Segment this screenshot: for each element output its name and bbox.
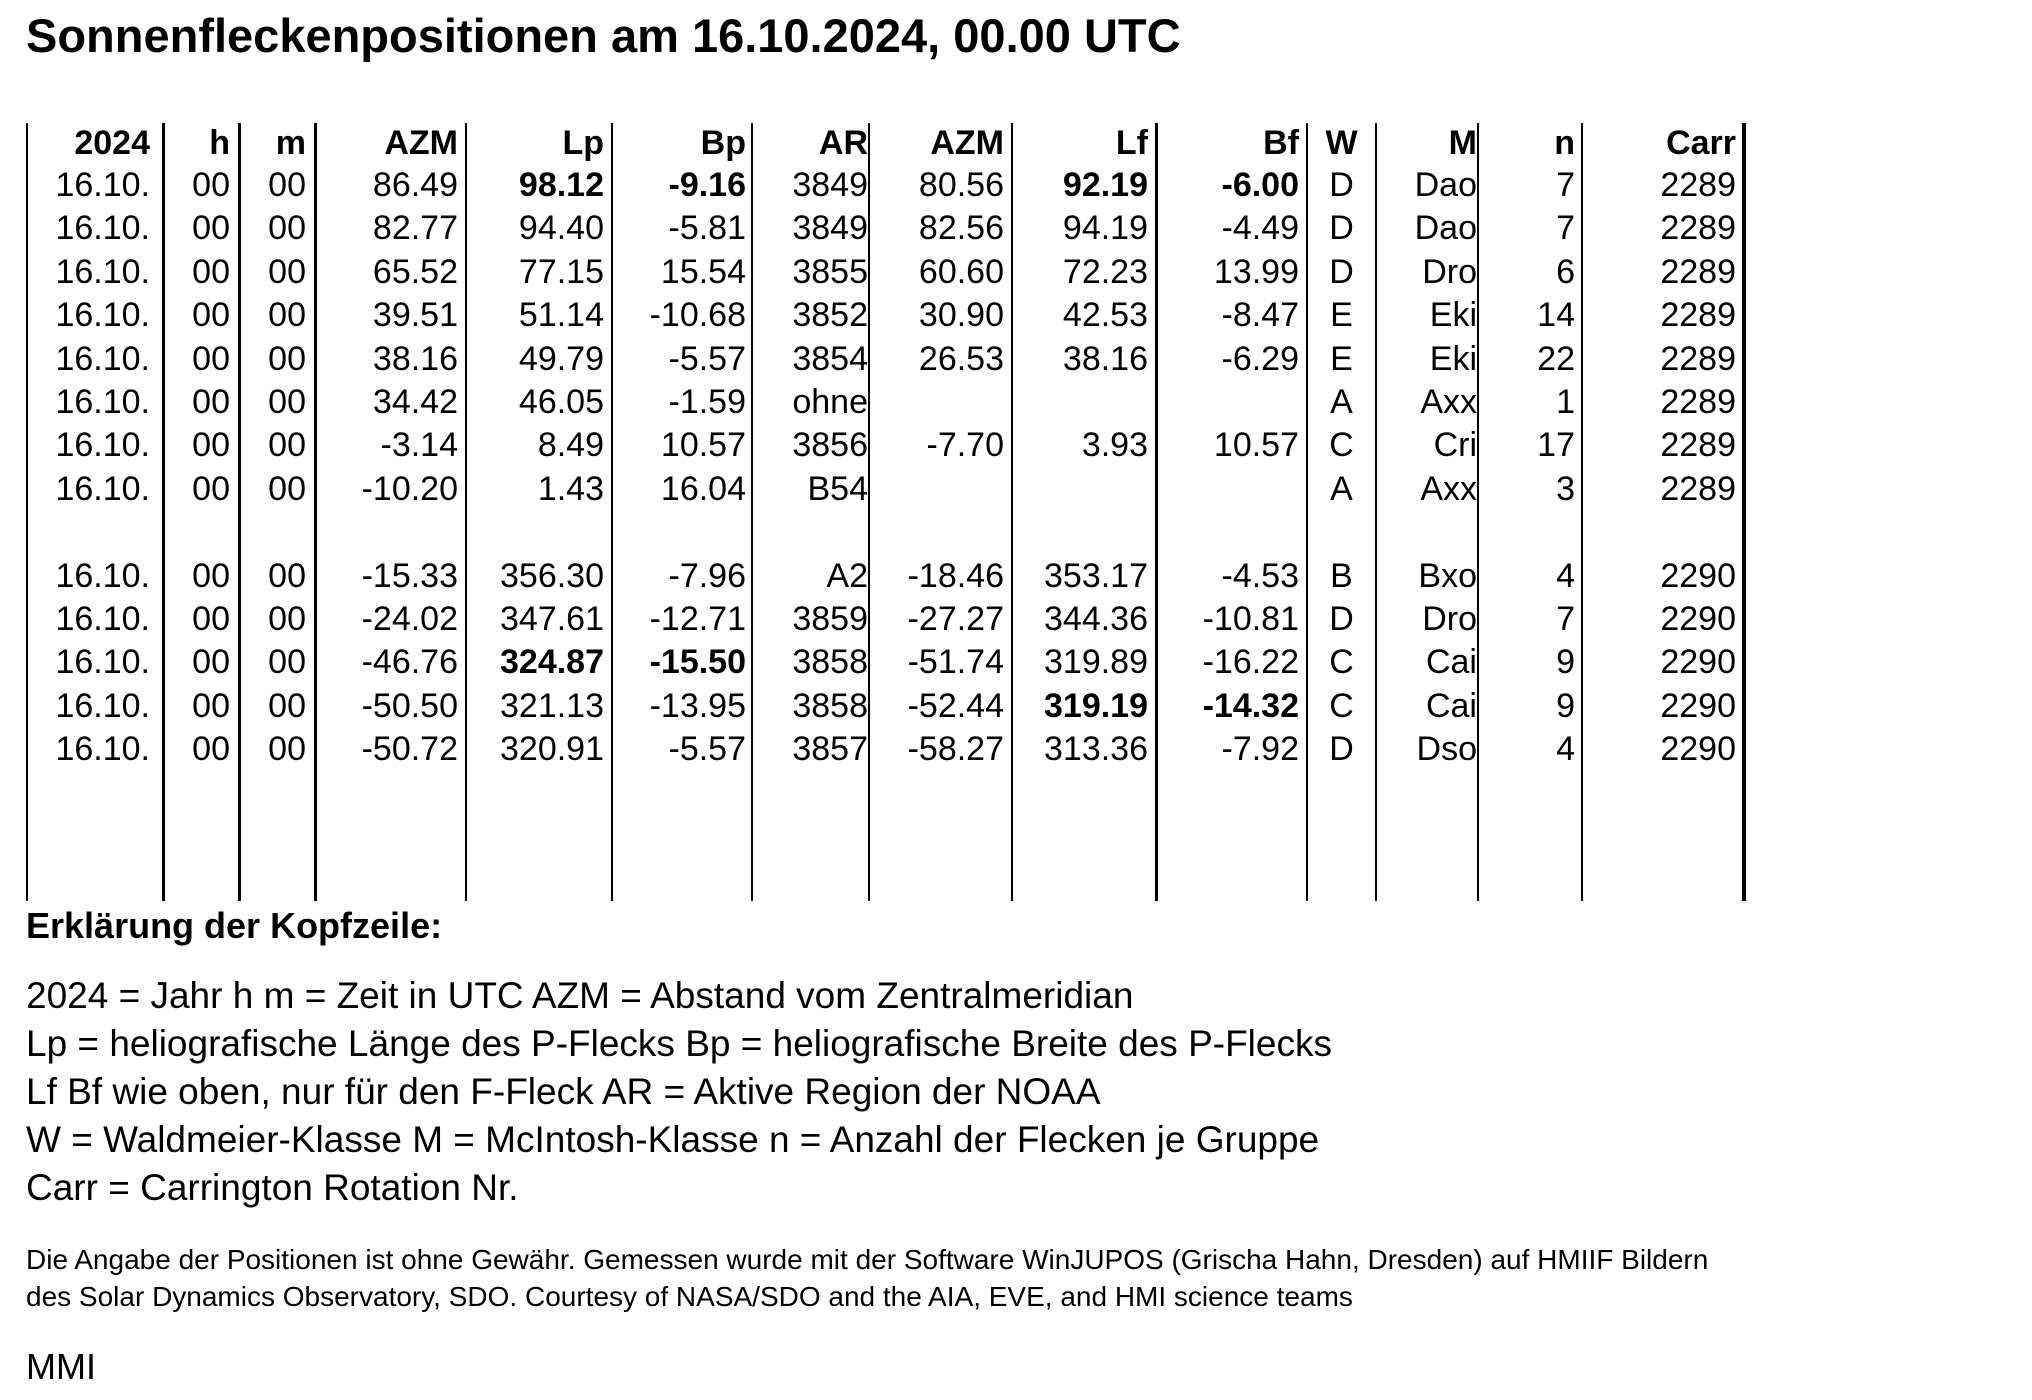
cell-waldmeier: D [1329, 730, 1354, 768]
header-waldmeier: W [1325, 124, 1358, 162]
cell-count: 4 [1556, 557, 1575, 595]
cell-minute: 00 [268, 730, 306, 768]
table-row [26, 208, 1746, 248]
cell-date: 16.10. [55, 166, 150, 204]
cell-lf: 94.19 [1062, 209, 1148, 247]
cell-ar: 3849 [792, 166, 868, 204]
cell-mcintosh: Cri [1433, 426, 1477, 464]
sunspot-table [26, 123, 1746, 901]
cell-bp: 15.54 [660, 253, 746, 291]
cell-count: 9 [1556, 687, 1575, 725]
cell-minute: 00 [268, 383, 306, 421]
cell-minute: 00 [268, 687, 306, 725]
cell-lf: 3.93 [1081, 426, 1148, 464]
cell-lp: 347.61 [500, 600, 604, 638]
table-row [26, 339, 1746, 379]
cell-count: 3 [1556, 470, 1575, 508]
cell-bf [1158, 469, 1299, 509]
cell-carrington: 2289 [1660, 253, 1736, 291]
cell-count: 22 [1537, 340, 1575, 378]
cell-carrington: 2290 [1660, 643, 1736, 681]
cell-carrington: 2290 [1660, 687, 1736, 725]
cell-azm-p: -3.14 [380, 426, 458, 464]
cell-mcintosh: Dao [1414, 209, 1477, 247]
disclaimer-line: Die Angabe der Positionen ist ohne Gewähr. Gemessen wurde mit der Software WinJUPOS (Grischa Hahn, Dresden) auf HMIIF Bildern [26, 1244, 1709, 1275]
cell-hour: 00 [192, 340, 230, 378]
cell-lp: 324.87 [500, 643, 604, 681]
cell-azm-f: 82.56 [918, 209, 1004, 247]
table-row [26, 729, 1746, 769]
cell-carrington: 2289 [1660, 209, 1736, 247]
legend-line: Lf Bf wie oben, nur für den F-Fleck AR = Aktive Region der NOAA [26, 1071, 1101, 1112]
cell-mcintosh: Axx [1420, 383, 1477, 421]
cell-count: 9 [1556, 643, 1575, 681]
cell-mcintosh: Cai [1425, 643, 1477, 681]
cell-minute: 00 [268, 643, 306, 681]
cell-azm-f: -58.27 [907, 730, 1004, 768]
cell-bf: -7.92 [1221, 730, 1299, 768]
cell-bf: -16.22 [1202, 643, 1299, 681]
cell-bf: -4.53 [1221, 557, 1299, 595]
cell-azm-f: 80.56 [918, 166, 1004, 204]
cell-bf: 10.57 [1213, 426, 1299, 464]
cell-lf [1013, 382, 1148, 422]
cell-count: 7 [1556, 600, 1575, 638]
cell-azm-p: 39.51 [372, 296, 458, 334]
header-mcintosh: M [1448, 124, 1477, 162]
cell-bf: -14.32 [1202, 687, 1299, 725]
table-row [26, 469, 1746, 509]
cell-azm-p: -15.33 [361, 557, 458, 595]
cell-lp: 49.79 [518, 340, 604, 378]
cell-date: 16.10. [55, 643, 150, 681]
header-carrington: Carr [1666, 124, 1736, 162]
cell-ar: 3855 [792, 253, 868, 291]
cell-azm-f [870, 382, 1004, 422]
cell-bf: -6.00 [1221, 166, 1299, 204]
signature: MMI [26, 1346, 96, 1387]
cell-carrington: 2289 [1660, 340, 1736, 378]
cell-ar: B54 [807, 470, 868, 508]
cell-lp: 98.12 [518, 166, 604, 204]
table-row [26, 425, 1746, 465]
cell-mcintosh: Dso [1416, 730, 1477, 768]
cell-azm-f: 26.53 [918, 340, 1004, 378]
cell-azm-p: 34.42 [372, 383, 458, 421]
cell-ar: 3859 [792, 600, 868, 638]
cell-minute: 00 [268, 600, 306, 638]
cell-ar: A2 [826, 557, 868, 595]
legend-line: 2024 = Jahr h m = Zeit in UTC AZM = Abstand vom Zentralmeridian [26, 975, 1134, 1016]
cell-bp: -13.95 [649, 687, 746, 725]
cell-hour: 00 [192, 557, 230, 595]
cell-azm-p: 65.52 [372, 253, 458, 291]
cell-date: 16.10. [55, 296, 150, 334]
cell-hour: 00 [192, 209, 230, 247]
header-date: 2024 [74, 124, 150, 162]
cell-waldmeier: D [1329, 600, 1354, 638]
cell-azm-f: -27.27 [907, 600, 1004, 638]
cell-count: 6 [1556, 253, 1575, 291]
cell-ar: 3854 [792, 340, 868, 378]
table-row [26, 252, 1746, 292]
header-azm-p: AZM [384, 124, 458, 162]
cell-bf: -8.47 [1221, 296, 1299, 334]
cell-waldmeier: C [1329, 643, 1354, 681]
cell-azm-f: 30.90 [918, 296, 1004, 334]
cell-lf: 72.23 [1062, 253, 1148, 291]
cell-mcintosh: Bxo [1418, 557, 1477, 595]
table-row [26, 642, 1746, 682]
cell-bp: -5.81 [668, 209, 746, 247]
cell-mcintosh: Dro [1422, 600, 1477, 638]
legend-line: Lp = heliografische Länge des P-Flecks Bp = heliografische Breite des P-Flecks [26, 1023, 1332, 1064]
header-bp: Bp [700, 124, 746, 162]
table-row [26, 556, 1746, 596]
cell-hour: 00 [192, 253, 230, 291]
cell-ar: 3858 [792, 643, 868, 681]
cell-minute: 00 [268, 557, 306, 595]
cell-date: 16.10. [55, 253, 150, 291]
cell-azm-f: 60.60 [918, 253, 1004, 291]
cell-lp: 94.40 [518, 209, 604, 247]
header-minute: m [275, 124, 306, 162]
cell-bp: -5.57 [668, 730, 746, 768]
cell-lf: 313.36 [1044, 730, 1148, 768]
cell-hour: 00 [192, 296, 230, 334]
cell-date: 16.10. [55, 687, 150, 725]
cell-hour: 00 [192, 643, 230, 681]
cell-azm-p: -10.20 [361, 470, 458, 508]
cell-azm-f: -7.70 [926, 426, 1004, 464]
cell-azm-p: 86.49 [372, 166, 458, 204]
cell-date: 16.10. [55, 730, 150, 768]
cell-mcintosh: Eki [1429, 296, 1477, 334]
cell-lf: 344.36 [1044, 600, 1148, 638]
cell-azm-p: -24.02 [361, 600, 458, 638]
cell-bp: 16.04 [660, 470, 746, 508]
cell-lp: 320.91 [500, 730, 604, 768]
cell-lf: 353.17 [1044, 557, 1148, 595]
cell-azm-f [870, 469, 1004, 509]
cell-date: 16.10. [55, 383, 150, 421]
table-row [26, 295, 1746, 335]
cell-count: 1 [1556, 383, 1575, 421]
cell-lf: 319.19 [1044, 687, 1148, 725]
cell-waldmeier: C [1329, 687, 1354, 725]
cell-bp: -12.71 [649, 600, 746, 638]
cell-hour: 00 [192, 687, 230, 725]
table-row [26, 686, 1746, 726]
cell-mcintosh: Dao [1414, 166, 1477, 204]
cell-minute: 00 [268, 296, 306, 334]
cell-bf: -10.81 [1202, 600, 1299, 638]
header-lp: Lp [562, 124, 604, 162]
cell-azm-p: -46.76 [361, 643, 458, 681]
cell-lp: 46.05 [518, 383, 604, 421]
header-ar: AR [818, 124, 868, 162]
page-title: Sonnenfleckenpositionen am 16.10.2024, 00.00 UTC [26, 9, 1181, 62]
cell-waldmeier: D [1329, 166, 1354, 204]
cell-waldmeier: D [1329, 253, 1354, 291]
table-row [26, 382, 1746, 422]
cell-azm-f: -18.46 [907, 557, 1004, 595]
cell-azm-f: -52.44 [907, 687, 1004, 725]
cell-carrington: 2290 [1660, 730, 1736, 768]
cell-bp: 10.57 [660, 426, 746, 464]
cell-carrington: 2290 [1660, 600, 1736, 638]
cell-bp: -15.50 [649, 643, 746, 681]
cell-waldmeier: D [1329, 209, 1354, 247]
cell-carrington: 2289 [1660, 166, 1736, 204]
cell-count: 4 [1556, 730, 1575, 768]
cell-bp: -10.68 [649, 296, 746, 334]
cell-waldmeier: B [1330, 557, 1353, 595]
cell-ar: 3858 [792, 687, 868, 725]
cell-mcintosh: Dro [1422, 253, 1477, 291]
cell-minute: 00 [268, 166, 306, 204]
cell-carrington: 2289 [1660, 470, 1736, 508]
header-bf: Bf [1263, 124, 1299, 162]
cell-hour: 00 [192, 166, 230, 204]
cell-waldmeier: A [1330, 470, 1353, 508]
cell-ar: 3856 [792, 426, 868, 464]
table-header-row [26, 123, 1746, 163]
cell-carrington: 2290 [1660, 557, 1736, 595]
cell-minute: 00 [268, 426, 306, 464]
cell-bp: -5.57 [668, 340, 746, 378]
cell-azm-f: -51.74 [907, 643, 1004, 681]
header-lf: Lf [1115, 124, 1148, 162]
cell-waldmeier: E [1330, 340, 1353, 378]
cell-ar: 3852 [792, 296, 868, 334]
cell-lp: 77.15 [518, 253, 604, 291]
cell-hour: 00 [192, 426, 230, 464]
cell-minute: 00 [268, 470, 306, 508]
cell-lf: 38.16 [1062, 340, 1148, 378]
legend-line: Carr = Carrington Rotation Nr. [26, 1167, 519, 1208]
cell-mcintosh: Axx [1420, 470, 1477, 508]
cell-azm-p: -50.50 [361, 687, 458, 725]
table-row [26, 599, 1746, 639]
cell-ar: 3849 [792, 209, 868, 247]
cell-lf: 319.89 [1044, 643, 1148, 681]
cell-carrington: 2289 [1660, 426, 1736, 464]
cell-waldmeier: C [1329, 426, 1354, 464]
cell-hour: 00 [192, 470, 230, 508]
cell-bp: -1.59 [668, 383, 746, 421]
legend-line: W = Waldmeier-Klasse M = McIntosh-Klasse n = Anzahl der Flecken je Gruppe [26, 1119, 1320, 1160]
cell-minute: 00 [268, 340, 306, 378]
table-row [26, 165, 1746, 205]
cell-count: 14 [1537, 296, 1575, 334]
cell-lf: 42.53 [1062, 296, 1148, 334]
cell-azm-p: 38.16 [372, 340, 458, 378]
cell-count: 7 [1556, 209, 1575, 247]
cell-azm-p: -50.72 [361, 730, 458, 768]
disclaimer-line: des Solar Dynamics Observatory, SDO. Courtesy of NASA/SDO and the AIA, EVE, and HMI science teams [26, 1281, 1353, 1312]
header-azm-f: AZM [930, 124, 1004, 162]
header-count: n [1554, 124, 1575, 162]
cell-ar: ohne [792, 383, 868, 421]
cell-lf [1013, 469, 1148, 509]
cell-bf: -6.29 [1221, 340, 1299, 378]
cell-bf: 13.99 [1213, 253, 1299, 291]
cell-bp: -9.16 [668, 166, 746, 204]
cell-mcintosh: Cai [1425, 687, 1477, 725]
cell-mcintosh: Eki [1429, 340, 1477, 378]
cell-bf: -4.49 [1221, 209, 1299, 247]
cell-azm-p: 82.77 [372, 209, 458, 247]
cell-count: 17 [1537, 426, 1575, 464]
cell-date: 16.10. [55, 557, 150, 595]
cell-lp: 1.43 [537, 470, 604, 508]
cell-date: 16.10. [55, 426, 150, 464]
cell-bp: -7.96 [668, 557, 746, 595]
cell-lp: 51.14 [518, 296, 604, 334]
cell-lp: 8.49 [537, 426, 604, 464]
cell-minute: 00 [268, 253, 306, 291]
cell-count: 7 [1556, 166, 1575, 204]
cell-hour: 00 [192, 730, 230, 768]
cell-waldmeier: A [1330, 383, 1353, 421]
cell-waldmeier: E [1330, 296, 1353, 334]
header-hour: h [209, 124, 230, 162]
cell-hour: 00 [192, 383, 230, 421]
cell-carrington: 2289 [1660, 383, 1736, 421]
cell-lp: 321.13 [500, 687, 604, 725]
cell-date: 16.10. [55, 209, 150, 247]
cell-date: 16.10. [55, 340, 150, 378]
cell-date: 16.10. [55, 600, 150, 638]
cell-hour: 00 [192, 600, 230, 638]
legend-title: Erklärung der Kopfzeile: [26, 905, 443, 946]
cell-bf [1158, 382, 1299, 422]
cell-minute: 00 [268, 209, 306, 247]
cell-lf: 92.19 [1062, 166, 1148, 204]
cell-ar: 3857 [792, 730, 868, 768]
cell-lp: 356.30 [500, 557, 604, 595]
cell-carrington: 2289 [1660, 296, 1736, 334]
cell-date: 16.10. [55, 470, 150, 508]
